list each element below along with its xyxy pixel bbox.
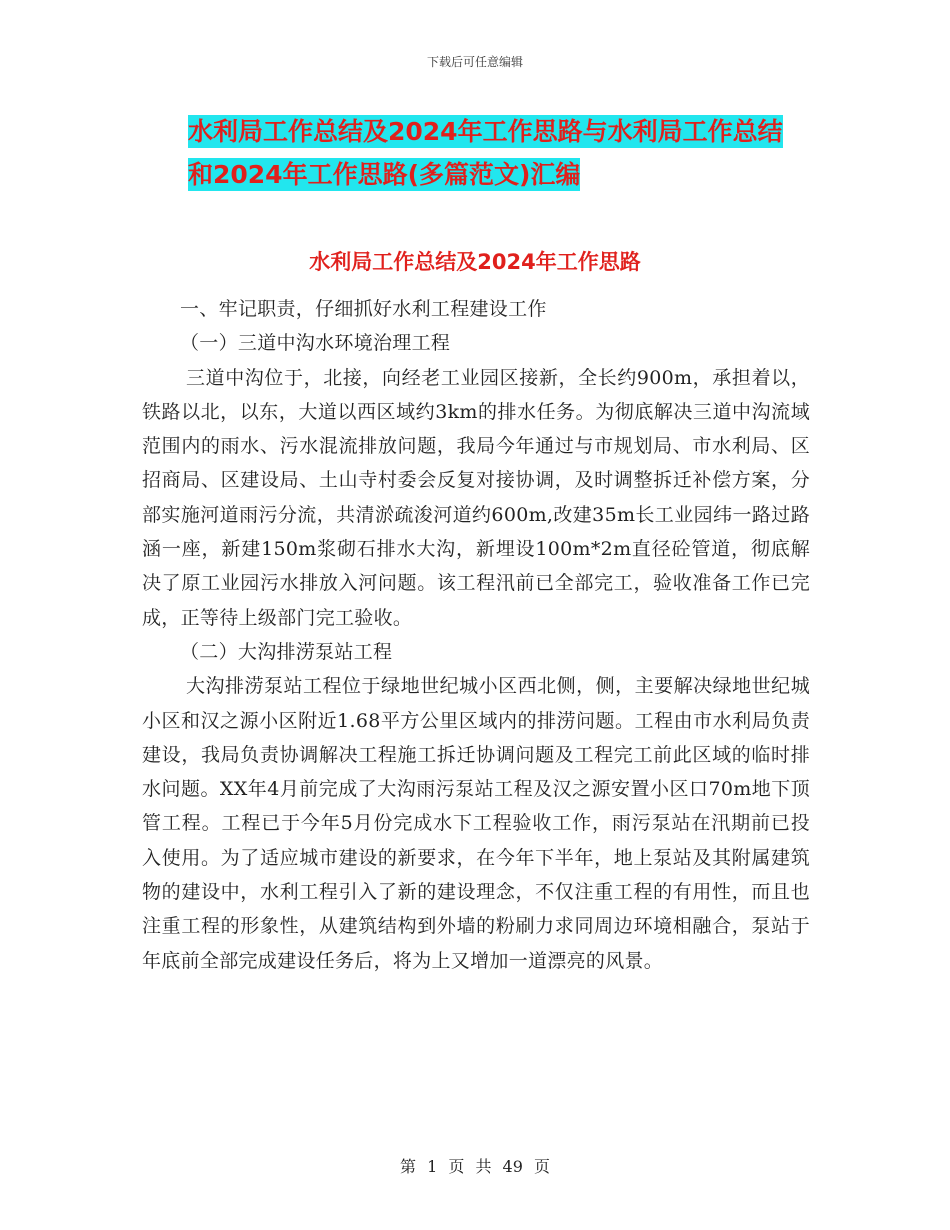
subsection2-heading: （二）大沟排涝泵站工程 (180, 640, 393, 663)
section-title: 水利局工作总结及2024年工作思路 (309, 250, 641, 274)
paragraph-2: 大沟排涝泵站工程位于绿地世纪城小区西北侧，侧，主要解决绿地世纪城小区和汉之源小区附近1.68平方公里区域内的排涝问题。工程由市水利局负责建设，我局负责协调解决工程施工拆迁协调问题及工程完工前此区域的临时排水问题。XX年4月前完成了大沟雨污泵站工程及汉之源安置小区口70m地下顶管工程。工程已于今年5月份完成水下工程验收工作，雨污泵站在汛期前已投入使用。为了适应城市建设的新要求，在今年下半年，地上泵站及其附属建筑物的建设中，水利工程引入了新的建设理念，不仅注重工程的有用性，而且也注重工程的形象性，从建筑结构到外墙的粉刷力求同周边环境相融合，泵站于年底前全部完成建设任务后，将为上又增加一道漂亮的风景。 (142, 675, 810, 972)
paragraph-1: 三道中沟位于，北接，向经老工业园区接新，全长约900m，承担着以，铁路以北，以东，大道以西区域约3km的排水任务。为彻底解决三道中沟流域范围内的雨水、污水混流排放问题，我局今年通过与市规划局、市水利局、区招商局、区建设局、土山寺村委会反复对接协调，及时调整拆迁补偿方案，分部实施河道雨污分流，共清淤疏浚河道约600m,改建35m长工业园纬一路过路涵一座，新建150m浆砌石排水大沟，新埋设100m*2m直径砼管道，彻底解决了原工业园污水排放入河问题。该工程汛前已全部完工，验收准备工作已完成，正等待上级部门完工验收。 (142, 366, 810, 629)
page-footer: 第 1 页 共 49 页 (400, 1157, 550, 1176)
header-note: 下载后可任意编辑 (426, 55, 523, 69)
title-line-1: 水利局工作总结及2024年工作思路与水利局工作总结 (188, 117, 783, 146)
title-line-2: 和2024年工作思路(多篇范文)汇编 (188, 160, 581, 189)
document-title (180, 110, 820, 196)
document-body (142, 292, 810, 978)
subsection1-heading: （一）三道中沟水环境治理工程 (180, 332, 451, 355)
section1-heading: 一、牢记职责，仔细抓好水利工程建设工作 (180, 298, 547, 320)
